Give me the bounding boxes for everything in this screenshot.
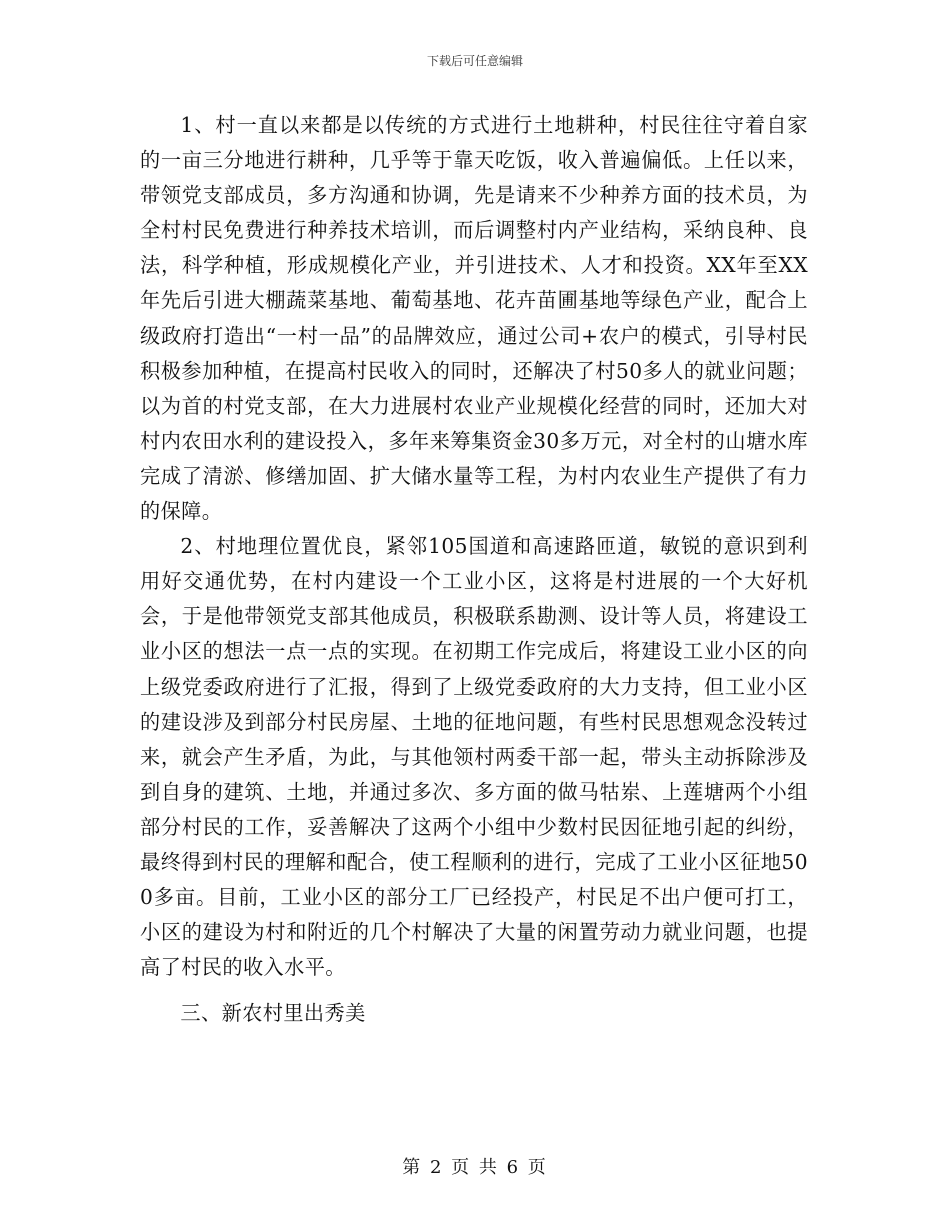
document-body xyxy=(140,108,808,1031)
page-number: 第 2 页 共 6 页 xyxy=(402,1157,548,1178)
paragraph-1: 1、村一直以来都是以传统的方式进行土地耕种，村民往往守着自家的一亩三分地进行耕种，几乎等于靠天吃饭，收入普遍偏低。上任以来，带领党支部成员，多方沟通和协调，先是请来不少种养方面的技术员，为全村村民免费进行种养技术培训，而后调整村内产业结构，采纳良种、良法，科学种植，形成规模化产业，并引进技术、人才和投资。XX年至XX年先后引进大棚蔬菜基地、葡萄基地、花卉苗圃基地等绿色产业，配合上级政府打造出“一村一品”的品牌效应，通过公司+农户的模式，引导村民积极参加种植，在提高村民收入的同时，还解决了村50多人的就业问题；以为首的村党支部，在大力进展村农业产业规模化经营的同时，还加大对村内农田水利的建设投入，多年来筹集资金30多万元，对全村的山塘水库完成了清淤、修缮加固、扩大储水量等工程，为村内农业生产提供了有力的保障。 xyxy=(140,113,808,524)
header-note: 下载后可任意编辑 xyxy=(426,54,523,68)
section-heading: 三、新农村里出秀美 xyxy=(180,1001,366,1026)
paragraph-2: 2、村地理位置优良，紧邻105国道和高速路匝道，敏锐的意识到利用好交通优势，在村内建设一个工业小区，这将是村进展的一个大好机会，于是他带领党支部其他成员，积极联系勘测、设计等人员，将建设工业小区的想法一点一点的实现。在初期工作完成后，将建设工业小区的向上级党委政府进行了汇报，得到了上级党委政府的大力支持，但工业小区的建设涉及到部分村民房屋、土地的征地问题，有些村民思想观念没转过来，就会产生矛盾，为此，与其他领村两委干部一起，带头主动拆除涉及到自身的建筑、土地，并通过多次、多方面的做马牯岽、上莲塘两个小组部分村民的工作，妥善解决了这两个小组中少数村民因征地引起的纠纷，最终得到村民的理解和配合，使工程顺利的进行，完成了工业小区征地500多亩。目前，工业小区的部分工厂已经投产，村民足不出户便可打工，小区的建设为村和附近的几个村解决了大量的闲置劳动力就业问题，也提高了村民的收入水平。 xyxy=(140,534,808,980)
